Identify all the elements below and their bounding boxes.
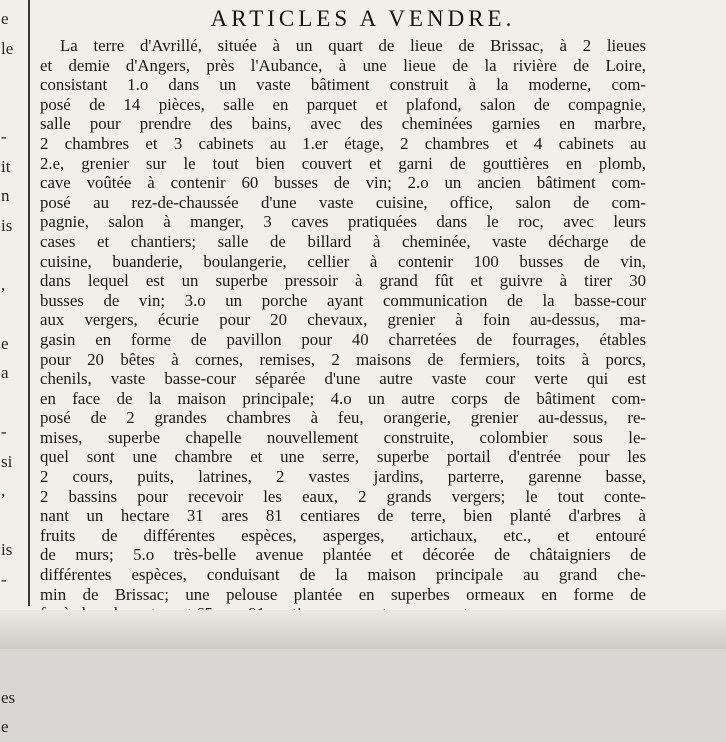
article-line: busses de vin; 3.o un porche ayant communication de la basse-cour	[40, 290, 646, 310]
article-line: fruits de différentes espèces, asperges, artichaux, etc., et entouré	[40, 525, 646, 545]
article-line: aux vergers, écurie pour 20 chevaux, grenier à foin au-dessus, ma-	[40, 310, 646, 330]
article-line: nant un hectare 31 ares 81 centiares de terre, bien planté d'arbres à	[40, 506, 646, 526]
article-column	[40, 6, 686, 624]
left-column-fragment	[0, 0, 26, 736]
gutter-fragment: -	[1, 569, 7, 589]
article-line: de murs; 5.o très-belle avenue plantée et décorée de châtaigniers de	[40, 545, 646, 565]
gutter-fragment: es	[1, 687, 16, 707]
gutter-fragment: e	[1, 717, 9, 736]
gutter-fragment: le	[1, 38, 14, 58]
gutter-fragment: ,	[1, 481, 6, 500]
article-line: posé de 2 grandes chambres à feu, orangerie, grenier au-dessus, re-	[40, 408, 646, 428]
article-line: posé de 14 pièces, salle en parquet et plafond, salon de compagnie,	[40, 94, 646, 114]
gutter-fragment: it	[1, 156, 11, 176]
article-line: différentes espèces, conduisant de la maison principale au grand che-	[40, 565, 646, 585]
gutter-fragment	[0, 506, 26, 536]
article-line: salle pour prendre des bains, avec des cheminées garnies en marbre,	[40, 114, 646, 134]
gutter-fragment: ,	[1, 274, 6, 294]
article-line: consistant 1.o dans un vaste bâtiment construit à la moderne, com-	[40, 75, 646, 95]
gutter-fragment: si	[1, 451, 13, 471]
gutter-fragment: is	[1, 215, 13, 235]
page-bottom-margin	[0, 610, 726, 649]
article-line: 2 chambres et 3 cabinets au 1.er étage, 2 chambres et 4 cabinets au	[40, 133, 646, 153]
article-line: cuisine, buanderie, boulangerie, cellier à contenir 100 busses de vin,	[40, 251, 646, 271]
article-heading: ARTICLES A VENDRE.	[210, 6, 516, 31]
gutter-fragment	[0, 63, 26, 93]
article-line: La terre d'Avrillé, située à un quart de lieue de Brissac, à 2 lieues	[60, 36, 646, 55]
article-line: cases et chantiers; salle de billard à cheminée, vaste décharge de	[40, 231, 646, 251]
article-line: 2 bassins pour recevoir les eaux, 2 grands vergers; le tout conte-	[40, 486, 646, 506]
article-line: min de Brissac; une pelouse plantée en superbes ormeaux en forme de	[40, 584, 646, 604]
article-line: dans lequel est un superbe pressoir à grand fût et guivre à tirer 30	[40, 271, 646, 291]
article-line: en face de la maison principale; 4.o un autre corps de bâtiment com-	[40, 388, 646, 408]
article-line: 2 cours, puits, latrines, 2 vastes jardins, parterre, garenne basse,	[40, 467, 646, 487]
gutter-fragment	[0, 388, 26, 418]
article-line: pagnie, salon à manger, 3 caves pratiquées dans le roc, avec leurs	[40, 212, 646, 232]
article-line: pour 20 bêtes à cornes, remises, 2 maisons de fermiers, toits à porcs,	[40, 349, 646, 369]
gutter-fragment: e	[1, 9, 9, 28]
article-line: quel sont une chambre et une serre, superbe portail d'entrée pour les	[40, 447, 646, 467]
gutter-fragment	[0, 240, 26, 270]
gutter-fragment: -	[1, 422, 7, 441]
gutter-fragment	[0, 93, 26, 123]
gutter-fragment: e	[1, 333, 9, 353]
gutter-fragment: n	[1, 186, 10, 205]
gutter-fragment: -	[1, 127, 7, 146]
article-line: mises, superbe chapelle nouvellement construite, colombier sous le-	[40, 427, 646, 447]
column-divider	[28, 0, 30, 606]
gutter-fragment	[0, 653, 26, 683]
article-line: chenils, vaste basse-cour séparée d'une autre vaste cour verte qui est	[40, 369, 646, 389]
gutter-fragment: is	[1, 540, 13, 559]
article-body	[40, 36, 686, 624]
gutter-fragment	[0, 299, 26, 329]
article-line: 2.e, grenier sur le tout bien couvert et garni de gouttières en plomb,	[40, 153, 646, 173]
article-line: gasin en forme de pavillon pour 40 charretées de fourrages, étables	[40, 329, 646, 349]
article-line: et demie d'Angers, près l'Aubance, à une lieue de la rivière de Loire,	[40, 55, 646, 75]
article-line: posé au rez-de-chaussée d'une vaste cuisine, office, salon de com-	[40, 192, 646, 212]
gutter-fragment: a	[1, 363, 9, 382]
article-line: cave voûtée à contenir 60 busses de vin; 2.o un ancien bâtiment com-	[40, 173, 646, 193]
